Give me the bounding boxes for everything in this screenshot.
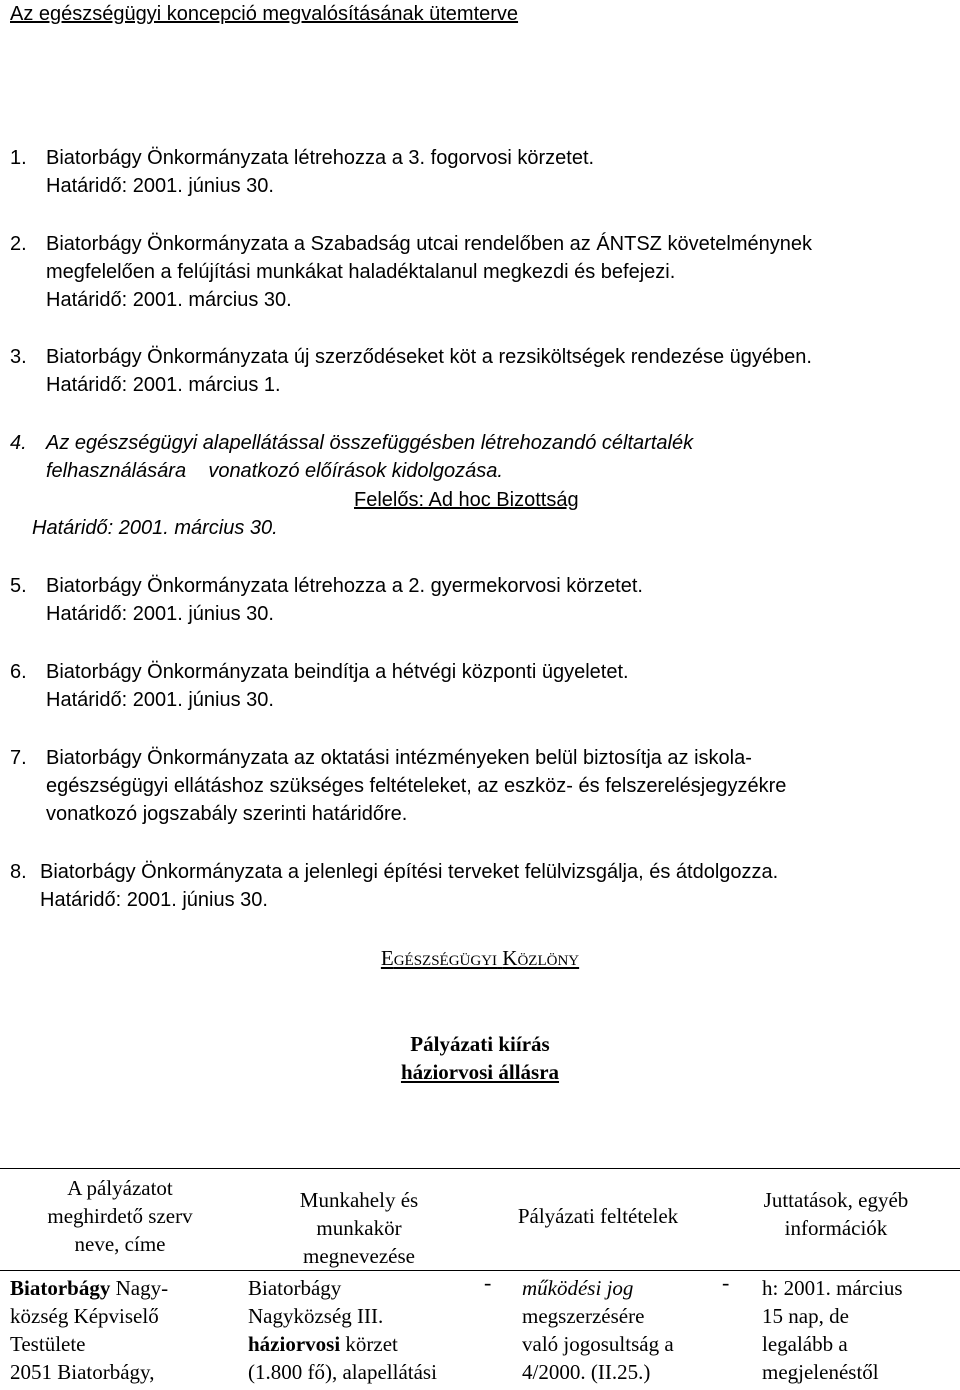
item-deadline: Határidő: 2001. június 30. — [46, 175, 274, 197]
table-cell-workplace: Biatorbágy Nagyközség III. háziorvosi körzet (1.800 fő), alapellátási — [248, 1276, 437, 1384]
item-text: Biatorbágy Önkormányzata az oktatási intézményeken belül biztosítja az iskola- — [46, 747, 752, 769]
item-text: Az egészségügyi alapellátással összefüggésben létrehozandó céltartalék — [46, 432, 694, 454]
list-item-4 — [10, 431, 693, 455]
item-deadline: Határidő: 2001. június 30. — [40, 889, 268, 911]
item-number: 1. — [10, 147, 27, 169]
list-item-6 — [10, 660, 629, 684]
item-text: Biatorbágy Önkormányzata a Szabadság utcai rendelőben az ÁNTSZ követelménynek — [46, 233, 812, 255]
item-deadline: Határidő: 2001. március 30. — [46, 289, 292, 311]
item-text: megfelelően a felújítási munkákat haladéktalanul megkezdi és befejezi. — [46, 261, 676, 283]
tender-title: Pályázati kiírás — [410, 1032, 550, 1056]
table-cell-conditions: működési jog megszerzésére való jogosultság a 4/2000. (II.25.) — [522, 1276, 674, 1384]
table-header-rule — [0, 1270, 960, 1271]
table-cell-organizer: Biatorbágy Nagy- község Képviselő Testülete 2051 Biatorbágy, — [10, 1276, 169, 1384]
table-header-benefits: Juttatások, egyéb információk — [763, 1188, 909, 1240]
page-title: Az egészségügyi koncepció megvalósításának ütemterve — [10, 3, 519, 25]
item-text: Biatorbágy Önkormányzata a jelenlegi építési terveket felülvizsgálja, és átdolgozza. — [40, 861, 779, 883]
tender-subtitle: háziorvosi állásra — [400, 1060, 560, 1084]
bullet-dash: - — [722, 1270, 730, 1295]
table-header-workplace: Munkahely és munkakör megnevezése — [299, 1188, 419, 1268]
item-deadline: Határidő: 2001. június 30. — [46, 603, 274, 625]
table-header-organizer: A pályázatot meghirdető szerv neve, címe — [47, 1176, 193, 1256]
list-item-2 — [10, 232, 812, 256]
section-heading: EGÉSZSÉGÜGYI KÖZLÖNY — [380, 946, 580, 970]
item-text: Biatorbágy Önkormányzata új szerződéseket köt a rezsiköltségek rendezése ügyében. — [46, 346, 812, 368]
item-text: Biatorbágy Önkormányzata létrehozza a 3. fogorvosi körzetet. — [46, 147, 595, 169]
item-number: 2. — [10, 233, 27, 255]
item-text: felhasználására vonatkozó előírások kidolgozása. — [46, 460, 503, 482]
table-cell-benefits: h: 2001. március 15 nap, de legalább a megjelenéstől — [762, 1276, 903, 1384]
list-item-5 — [10, 574, 643, 598]
list-item-7 — [10, 746, 752, 770]
responsible-line: Felelős: Ad hoc Bizottság — [354, 489, 579, 511]
item-deadline: Határidő: 2001. június 30. — [46, 689, 274, 711]
item-number: 5. — [10, 575, 27, 597]
table-top-rule — [0, 1168, 960, 1169]
item-number: 4. — [10, 432, 27, 454]
item-number: 8. — [10, 861, 27, 883]
item-text: Biatorbágy Önkormányzata létrehozza a 2. gyermekorvosi körzetet. — [46, 575, 643, 597]
item-deadline: Határidő: 2001. március 1. — [46, 374, 281, 396]
list-item-1 — [10, 146, 594, 170]
item-number: 6. — [10, 661, 27, 683]
item-text: Biatorbágy Önkormányzata beindítja a hétvégi központi ügyeletet. — [46, 661, 629, 683]
item-deadline: Határidő: 2001. március 30. — [32, 517, 278, 539]
list-item-3 — [10, 345, 812, 369]
bullet-dash: - — [484, 1270, 492, 1295]
item-text: egészségügyi ellátáshoz szükséges feltételeket, az eszköz- és felszerelésjegyzékre — [46, 775, 787, 797]
list-item-8 — [10, 860, 778, 884]
item-text: vonatkozó jogszabály szerinti határidőre. — [46, 803, 408, 825]
item-number: 7. — [10, 747, 27, 769]
item-number: 3. — [10, 346, 27, 368]
table-header-conditions: Pályázati feltételek — [517, 1204, 679, 1228]
